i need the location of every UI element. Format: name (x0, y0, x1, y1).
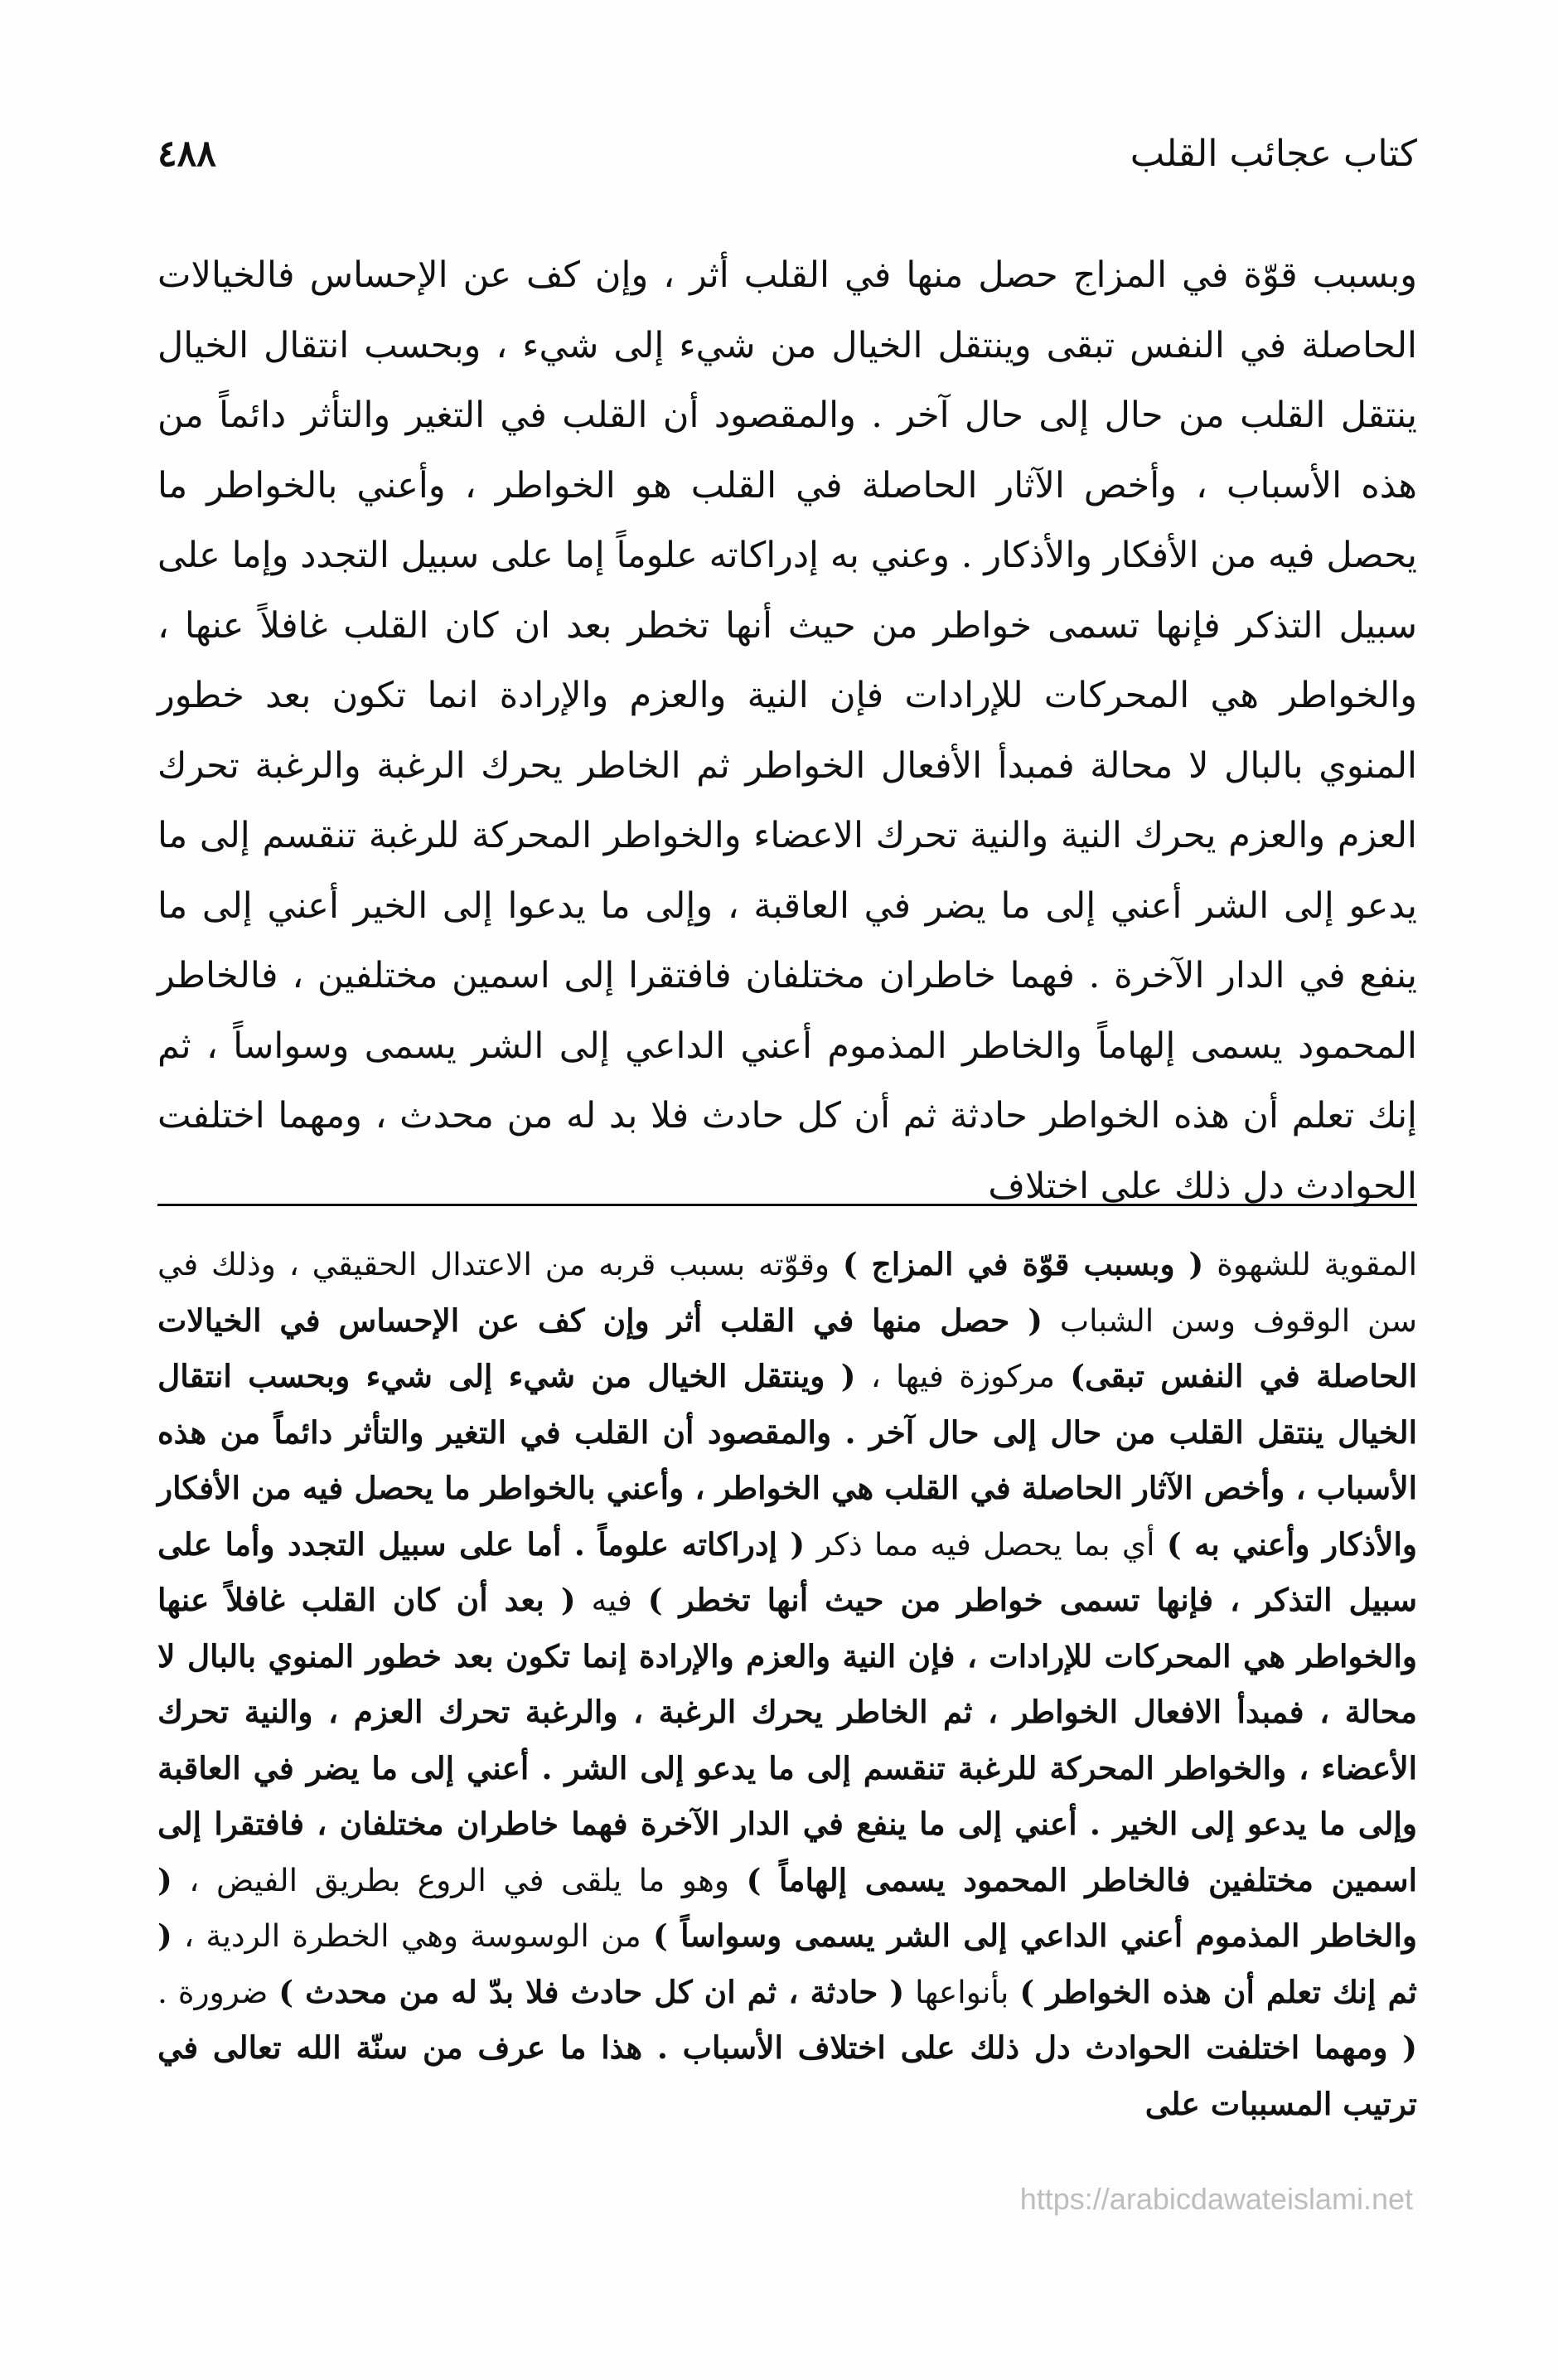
running-title: كتاب عجائب القلب (1130, 133, 1417, 175)
commentary-quote-segment: ( إدراكاته علوماً . أما على سبيل التجدد وأما على سبيل التذكر ، فإنها تسمى خواطر من حيث أنها تخطر ) (157, 1525, 1417, 1618)
commentary-quote-segment: ( ثم إنك تعلم أن هذه الخواطر ) (157, 1917, 1417, 2010)
commentary-gloss-segment: من الوسوسة وهي الخطرة الردية ، (172, 1917, 653, 1954)
watermark-url: https://arabicdawateislami.net (1019, 2182, 1413, 2216)
commentary-block (157, 1237, 1417, 2157)
commentary-quote-segment: ( بعد أن كان القلب غافلاً عنها والخواطر هي المحركات للإرادات ، فإن النية والعزم والإرادة إنما تكون بعد خطور المنوي بالبال لا محالة ، فمبدأ الافعال الخواطر ، ثم الخاطر يحرك الرغبة ، والرغبة تحرك العزم ، والنية تحرك الأعضاء ، والخواطر المحركة للرغبة تنقسم إلى ما يدعو إلى الشر . أعني إلى ما يضر في العاقبة وإلى ما يدعو إلى الخير . أعني إلى ما ينفع في الدار الآخرة فهما خاطران مختلفان ، فافتقرا إلى اسمين مختلفين فالخاطر المحمود يسمى إلهاماً ) (157, 1582, 1417, 1898)
commentary-quote-segment: ( حصل منها في القلب أثر وإن كف عن الإحساس في الخيالات الحاصلة في النفس تبقى) (157, 1301, 1418, 1394)
commentary-gloss-segment: بأنواعها (904, 1973, 1020, 2010)
commentary-gloss-segment: ضرورة . (157, 1973, 279, 2010)
commentary-gloss-segment: وهو ما يلقى في الروع بطريق الفيض ، (172, 1861, 747, 1898)
commentary-quote-segment: ( حادثة ، ثم ان كل حادث فلا بدّ له من محدث ) (278, 1973, 905, 2010)
commentary-quote-segment: ( ومهما اختلفت الحوادث دل ذلك على اختلاف الأسباب . هذا ما عرف من سنّة الله تعالى في ترتيب المسببات على (157, 2029, 1417, 2122)
commentary-gloss-segment: مركوزة فيها ، (855, 1358, 1071, 1394)
commentary-gloss-segment: أي بما يحصل فيه مما ذكر (805, 1525, 1167, 1563)
commentary-gloss-segment: وقوّته بسبب قربه من الاعتدال الحقيقي ، وذلك في سن الوقوف وسن الشباب (157, 1246, 1417, 1339)
commentary-quote-segment: ( والخاطر المذموم أعني الداعي إلى الشر يسمى وسواساً ) (157, 1861, 1417, 1954)
commentary-paragraph (157, 1237, 1417, 2132)
main-text-block (157, 240, 1417, 1207)
commentary-quote-segment: ( وبسبب قوّة في المزاج ) (842, 1246, 1204, 1282)
commentary-gloss-segment: المقوية للشهوة (1203, 1246, 1417, 1282)
commentary-quote-segment: ( وينتقل الخيال من شيء إلى شيء وبحسب انتقال الخيال ينتقل القلب من حال إلى حال آخر . والمقصود أن القلب في التغير والتأثر دائماً من هذه الأسباب ، وأخص الآثار الحاصلة في القلب هي الخواطر ، وأعني بالخواطر ما يحصل فيه من الأفكار والأذكار وأعني به ) (157, 1358, 1417, 1563)
main-text-paragraph: وبسبب قوّة في المزاج حصل منها في القلب أثر ، وإن كف عن الإحساس فالخيالات الحاصلة في النفس تبقى وينتقل الخيال من شيء إلى شيء ، وبحسب انتقال الخيال ينتقل القلب من حال إلى حال آخر . والمقصود أن القلب في التغير والتأثر دائماً من هذه الأسباب ، وأخص الآثار الحاصلة في القلب هو الخواطر ، وأعني بالخواطر ما يحصل فيه من الأفكار والأذكار . وعني به إدراكاته علوماً إما على سبيل التجدد وإما على سبيل التذكر فإنها تسمى خواطر من حيث أنها تخطر بعد ان كان القلب غافلاً عنها ، والخواطر هي المحركات للإرادات فإن النية والعزم والإرادة انما تكون بعد خطور المنوي بالبال لا محالة فمبدأ الأفعال الخواطر ثم الخاطر يحرك الرغبة والرغبة تحرك العزم والعزم يحرك النية والنية تحرك الاعضاء والخواطر المحركة للرغبة تنقسم إلى ما يدعو إلى الشر أعني إلى ما يضر في العاقبة ، وإلى ما يدعوا إلى الخير أعني إلى ما ينفع في الدار الآخرة . فهما خاطران مختلفان فافتقرا إلى اسمين مختلفين ، فالخاطر المحمود يسمى إلهاماً والخاطر المذموم أعني الداعي إلى الشر يسمى وسواساً ، ثم إنك تعلم أن هذه الخواطر حادثة ثم أن كل حادث فلا بد له من محدث ، ومهما اختلفت الحوادث دل ذلك على اختلاف (157, 254, 1417, 1207)
commentary-gloss-segment: فيه (575, 1582, 648, 1618)
footnote-divider (157, 1204, 1417, 1206)
page-number: ٤٨٨ (157, 133, 216, 175)
page-header (157, 133, 1417, 199)
